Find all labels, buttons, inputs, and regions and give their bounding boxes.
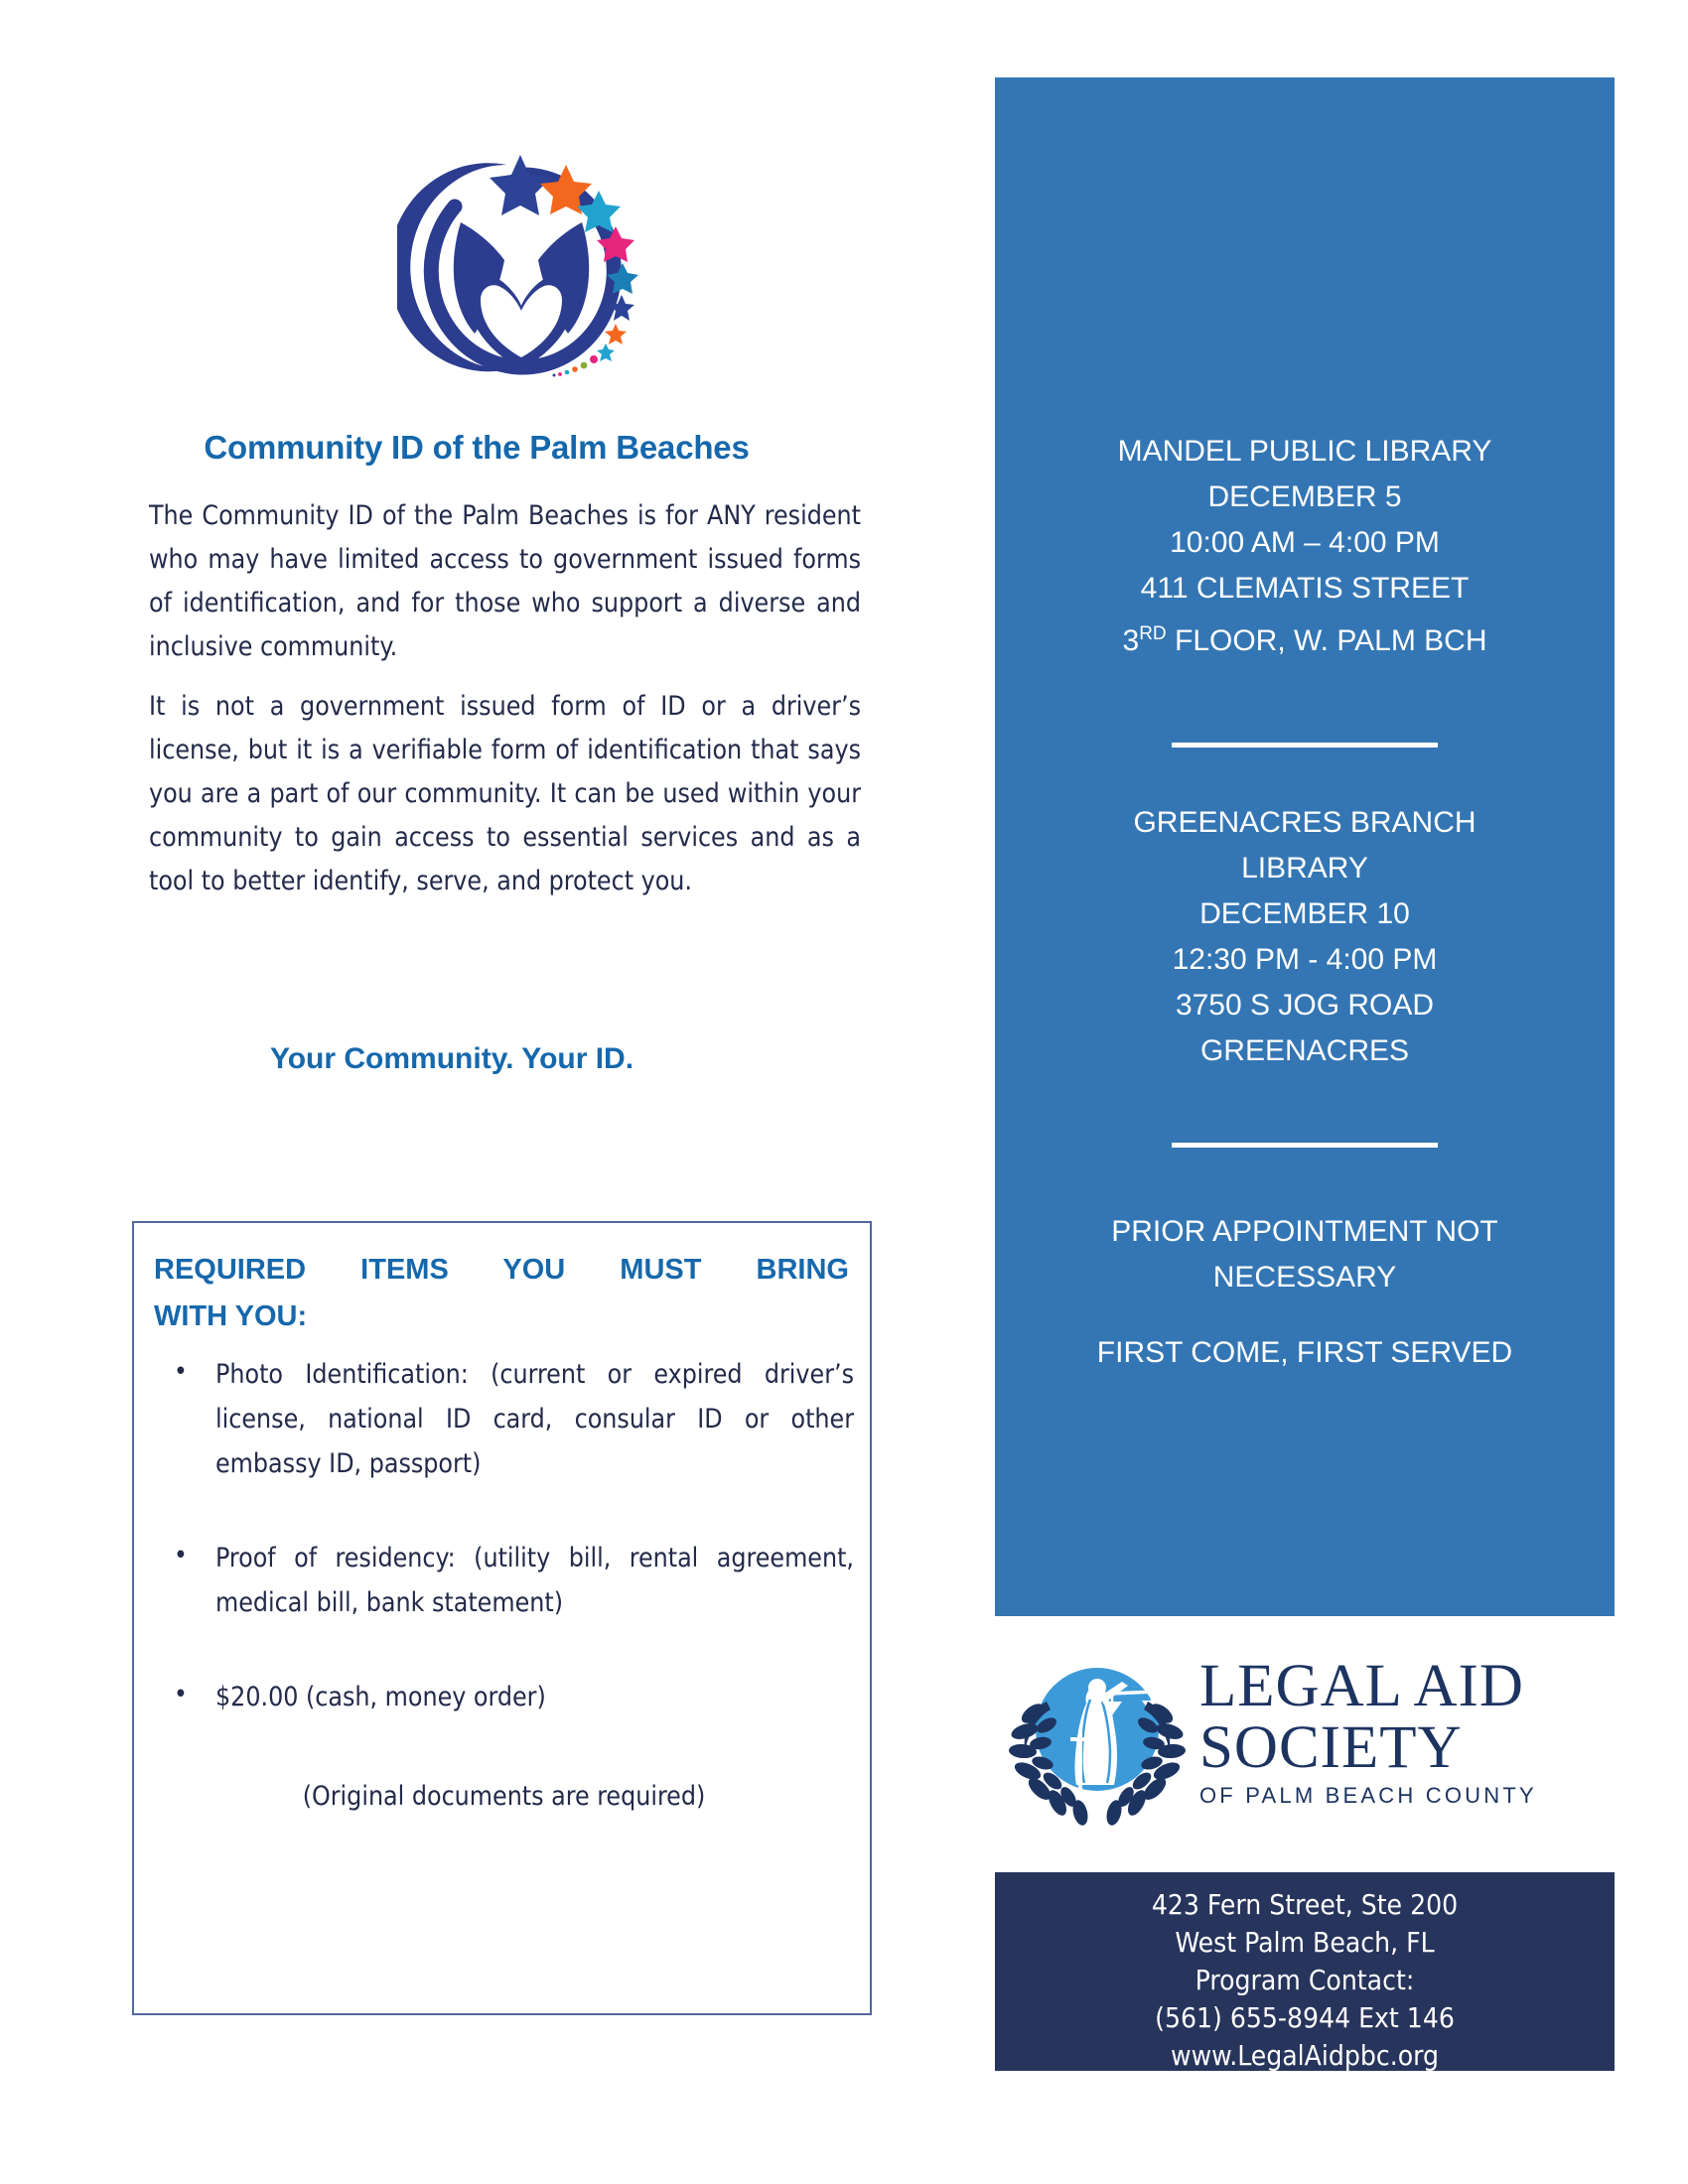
legal-aid-wordmark-line-1: LEGAL AID: [1199, 1653, 1524, 1719]
contact-website: www.LegalAidpbc.org: [1170, 2039, 1440, 2072]
event-2-date: DECEMBER 10: [1199, 897, 1410, 930]
intro-paragraph-1: The Community ID of the Palm Beaches is for ANY resident who may have limited access to government issued forms of identification, and for those who support a diverse and inclusive community.: [149, 500, 861, 662]
lady-justice-seal-icon: [1003, 1648, 1192, 1827]
event-1-floor-rest: FLOOR, W. PALM BCH: [1166, 624, 1487, 657]
bullet-icon: •: [174, 1357, 188, 1387]
bullet-icon: •: [174, 1541, 188, 1570]
event-1-time: 10:00 AM – 4:00 PM: [1170, 526, 1440, 559]
appointment-notice-line-2: NECESSARY: [1212, 1261, 1397, 1294]
event-1-floor: [995, 612, 1615, 664]
legal-aid-society-logo: [995, 1648, 1615, 1827]
contact-address-line-2: West Palm Beach, FL: [1175, 1926, 1435, 1959]
page-title: Community ID of the Palm Beaches: [204, 429, 750, 466]
intro-paragraph-2: It is not a government issued form of ID or a driver’s license, but it is a verifiable form of identification that says you are a part of our community. It can be used within your community to gain access to essential services and as a tool to better identify, serve, and protect you.: [149, 691, 861, 896]
event-1-floor-number: 3: [1122, 624, 1140, 657]
required-items-heading: [154, 1247, 849, 1340]
community-id-logo: [397, 149, 645, 377]
event-2-venue-line-1: GREENACRES BRANCH: [1133, 806, 1477, 839]
legal-aid-wordmark-subtitle: OF PALM BEACH COUNTY: [1199, 1783, 1537, 1808]
first-come-notice: [995, 1330, 1615, 1376]
list-item: [154, 1675, 854, 1719]
bullet-icon: •: [174, 1680, 188, 1709]
event-2-time: 12:30 PM - 4:00 PM: [1172, 943, 1438, 976]
list-item: [154, 1536, 854, 1625]
contact-phone: (561) 655-8944 Ext 146: [1155, 2001, 1455, 2034]
event-schedule-panel: [995, 77, 1615, 1616]
event-2-address: 3750 S JOG ROAD: [1175, 989, 1435, 1022]
event-1-details: [995, 429, 1615, 664]
legal-aid-wordmark: [1199, 1653, 1617, 1809]
list-item-text: Proof of residency: (utility bill, rental agreement, medical bill, bank statement): [215, 1543, 854, 1618]
contact-address-line-1: 423 Fern Street, Ste 200: [1151, 1888, 1459, 1921]
legal-aid-wordmark-line-2: SOCIETY: [1199, 1714, 1463, 1781]
event-1-address: 411 CLEMATIS STREET: [1140, 572, 1470, 605]
contact-label: Program Contact:: [1195, 1964, 1415, 1996]
appointment-notice-line-1: PRIOR APPOINTMENT NOT: [1111, 1215, 1498, 1248]
event-2-venue-line-2: LIBRARY: [1241, 852, 1368, 885]
event-2-details: [995, 800, 1615, 1074]
contact-footer: [995, 1872, 1615, 2071]
section-divider: [1172, 1143, 1438, 1148]
event-1-venue: MANDEL PUBLIC LIBRARY: [1117, 435, 1492, 468]
section-divider: [1172, 743, 1438, 748]
event-1-floor-ordinal: RD: [1139, 623, 1167, 644]
required-items-list: [154, 1352, 854, 1769]
community-id-logo-icon: [397, 149, 645, 377]
contact-details: [995, 1886, 1615, 2075]
event-2-city: GREENACRES: [1199, 1034, 1410, 1067]
original-documents-note: (Original documents are required): [302, 1781, 706, 1812]
tagline: Your Community. Your ID.: [269, 1042, 634, 1075]
required-items-heading-line-2: WITH YOU:: [154, 1300, 308, 1332]
event-1-date: DECEMBER 5: [1207, 480, 1402, 513]
required-items-heading-line-1: REQUIRED ITEMS YOU MUST BRING: [154, 1254, 849, 1286]
first-come-notice-text: FIRST COME, FIRST SERVED: [1096, 1336, 1513, 1369]
list-item: [154, 1352, 854, 1486]
required-items-box: [132, 1221, 872, 2015]
list-item-text: $20.00 (cash, money order): [215, 1682, 546, 1712]
list-item-text: Photo Identification: (current or expired driver’s license, national ID card, consular ID or other embassy ID, passport): [215, 1359, 854, 1479]
appointment-notice: [995, 1209, 1615, 1300]
